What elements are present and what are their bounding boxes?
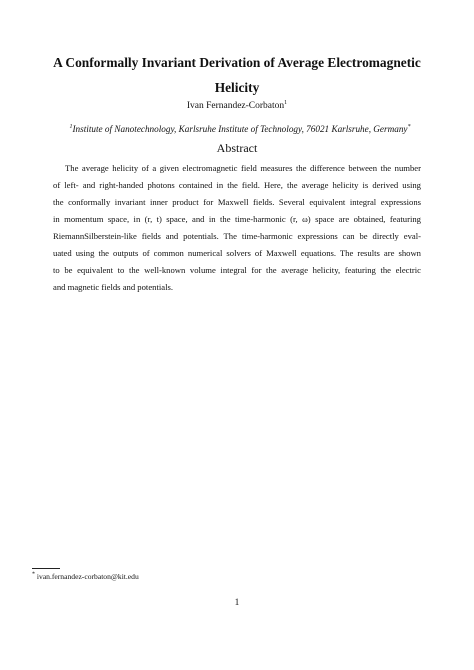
abstract-line: and magnetic fields and potentials. <box>53 282 173 292</box>
affiliation-line <box>20 124 460 134</box>
author-name: Ivan Fernandez-Corbaton <box>186 101 285 111</box>
footnote-rule <box>32 568 60 569</box>
affiliation-mark: 1 <box>69 123 73 130</box>
abstract-line: to be equivalent to the well-known volume integral for the average helicity, featuring the electric <box>53 265 421 275</box>
abstract-line: in momentum space, in (r, t) space, and in the time-harmonic (r, ω) space are obtained, featuring <box>53 214 421 224</box>
abstract-body <box>53 160 421 296</box>
author-affiliation-mark: 1 <box>284 99 288 106</box>
author-line <box>0 101 474 111</box>
footnote-email: ivan.fernandez-corbaton@kit.edu <box>36 572 139 581</box>
page-number: 1 <box>234 598 240 608</box>
abstract-heading: Abstract <box>216 141 258 155</box>
affiliation-star-mark: * <box>407 123 411 130</box>
footnote <box>32 572 139 581</box>
footnote-mark: * <box>32 571 35 578</box>
abstract-line: the conformally invariant inner product for Maxwell fields. Several equivalent integral expressions <box>53 197 421 207</box>
affiliation-text: Institute of Nanotechnology, Karlsruhe Institute of Technology, 76021 Karlsruhe, Germany <box>72 124 408 134</box>
paper-title <box>40 50 434 100</box>
abstract-line: The average helicity of a given electromagnetic field measures the difference between the number <box>65 163 421 173</box>
abstract-line: of left- and right-handed photons contained in the field. Here, the average helicity is derived using <box>53 180 421 190</box>
abstract-line: RiemannSilberstein-like fields and potentials. The time-harmonic expressions can be directly eval- <box>53 231 421 241</box>
paper-title-line-2: Helicity <box>214 80 260 95</box>
abstract-line: uated using the outputs of common numerical solvers of Maxwell equations. The results are shown <box>53 248 421 258</box>
paper-title-line-1: A Conformally Invariant Derivation of Average Electromagnetic <box>53 55 421 70</box>
